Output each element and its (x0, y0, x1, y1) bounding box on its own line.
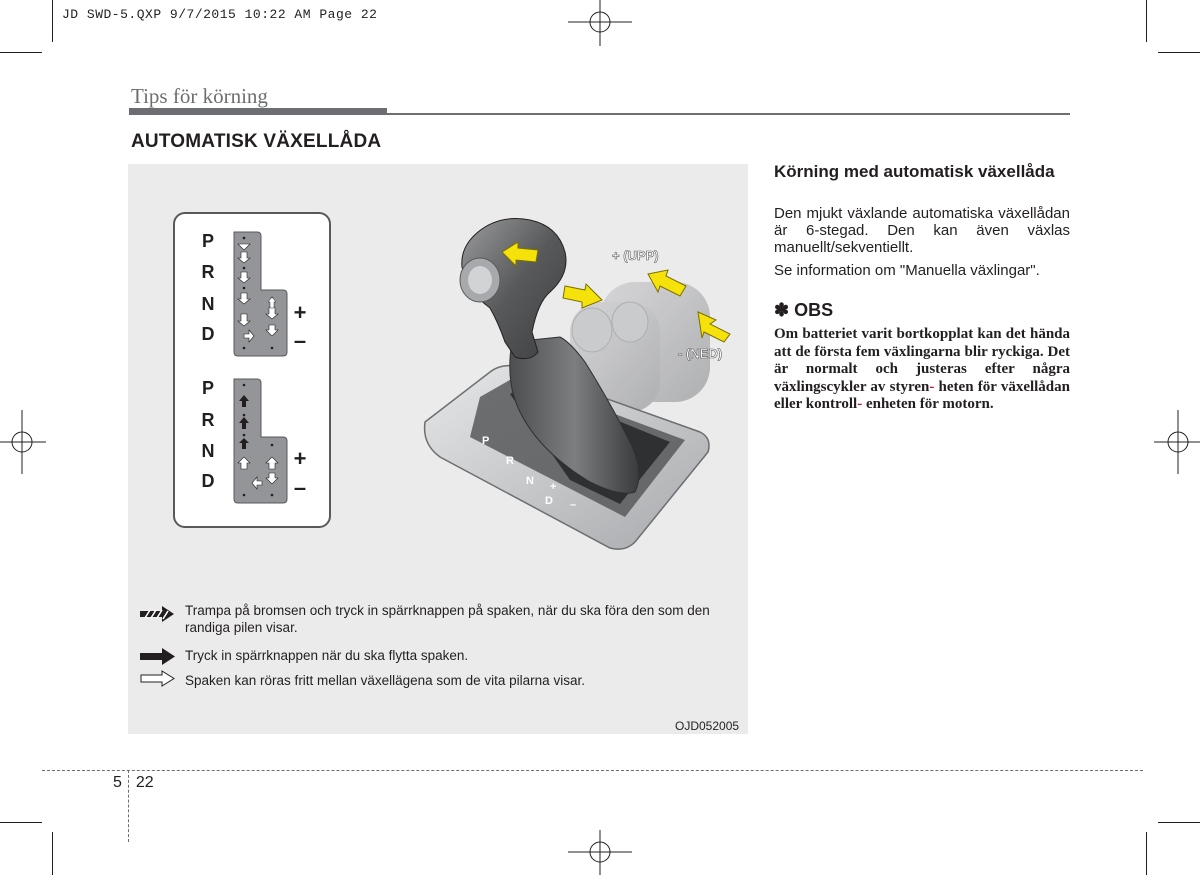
crop-mark (1146, 0, 1147, 42)
obs-text-1: Om batteriet varit bortkopplat kan det hända att de första fem växlingarna blir ryckiga. Det är normalt och justeras efter några växlingscykler av styren (774, 326, 1070, 395)
crop-mark (52, 0, 53, 42)
footer-dashed-rule (42, 770, 1143, 771)
obs-body (774, 326, 1070, 414)
obs-hyphen-1: - (929, 378, 935, 395)
subsection-heading: Körning med automatisk växellåda (774, 162, 1055, 181)
plus-sign: + (293, 446, 307, 471)
registration-mark-right (1154, 410, 1200, 474)
gear-letter-n: N (201, 294, 215, 314)
striped-arrow-icon (140, 606, 176, 622)
crop-mark (0, 822, 42, 823)
gear-gate-diagram-top (230, 230, 290, 360)
console-letter-n: N (526, 475, 534, 487)
gear-shifter-illustration (420, 212, 740, 552)
legend-text-white: Spaken kan röras fritt mellan växellägena som de vita pilarna visar. (185, 673, 585, 688)
main-heading: AUTOMATISK VÄXELLÅDA (131, 131, 382, 152)
legend-text-black: Tryck in spärrknappen när du ska flytta spaken. (185, 648, 469, 663)
figure-code: OJD052005 (675, 719, 740, 733)
section-title: Tips för körning (131, 84, 268, 108)
gear-letter-p: P (201, 231, 214, 251)
body-paragraph-1: Den mjukt växlande automatiska växellådan är 6-stegad. Den kan även växlas manuellt/sekventiellt. (774, 205, 1070, 256)
crop-mark (1158, 822, 1200, 823)
crop-mark (0, 52, 42, 53)
gear-letter-d: D (201, 324, 215, 344)
header-rule-thin (387, 113, 1070, 115)
gear-gate-diagram-bottom (230, 377, 290, 507)
plus-sign: + (293, 300, 307, 325)
obs-label: OBS (794, 300, 834, 320)
chapter-number: 5 (113, 774, 122, 791)
gear-letter-n: N (201, 441, 215, 461)
console-letter-p: P (482, 435, 490, 447)
gear-letter-d: D (201, 471, 215, 491)
console-letter-r: R (506, 455, 514, 467)
crop-mark (1146, 832, 1147, 875)
console-letter-d: D (545, 495, 553, 507)
page-number (113, 774, 154, 792)
crop-mark (52, 832, 53, 875)
gear-letter-r: R (201, 410, 215, 430)
obs-text-3: enheten för motorn. (865, 396, 994, 412)
obs-hyphen-2: - (857, 396, 863, 412)
legend-text-striped: Trampa på bromsen och tryck in spärrknappen på spaken, när du ska föra den som den randiga pilen visar. (185, 603, 710, 635)
console-minus: – (570, 499, 577, 511)
header-rule-thick (129, 108, 387, 115)
console-plus: + (550, 481, 557, 493)
obs-symbol-icon: ✽ (774, 300, 790, 320)
body-paragraph-2: Se information om "Manuella växlingar". (774, 262, 1040, 279)
black-arrow-icon (140, 648, 176, 665)
registration-mark-bottom (568, 830, 632, 875)
label-up: + (UPP) (612, 248, 659, 263)
gear-letter-p: P (201, 378, 214, 398)
obs-text-2: heten för växellådan eller kontroll (774, 378, 1070, 412)
minus-sign: – (293, 475, 307, 500)
registration-mark-left (0, 410, 46, 474)
print-slug: JD SWD-5.QXP 9/7/2015 10:22 AM Page 22 (62, 7, 378, 22)
minus-sign: – (293, 328, 307, 353)
crop-mark (1158, 52, 1200, 53)
label-down: - (NED) (678, 346, 723, 361)
registration-mark-top (568, 0, 632, 46)
obs-title (774, 300, 833, 321)
gear-letter-r: R (201, 262, 215, 282)
white-arrow-icon (140, 670, 176, 687)
page-number-value: 22 (135, 774, 154, 791)
